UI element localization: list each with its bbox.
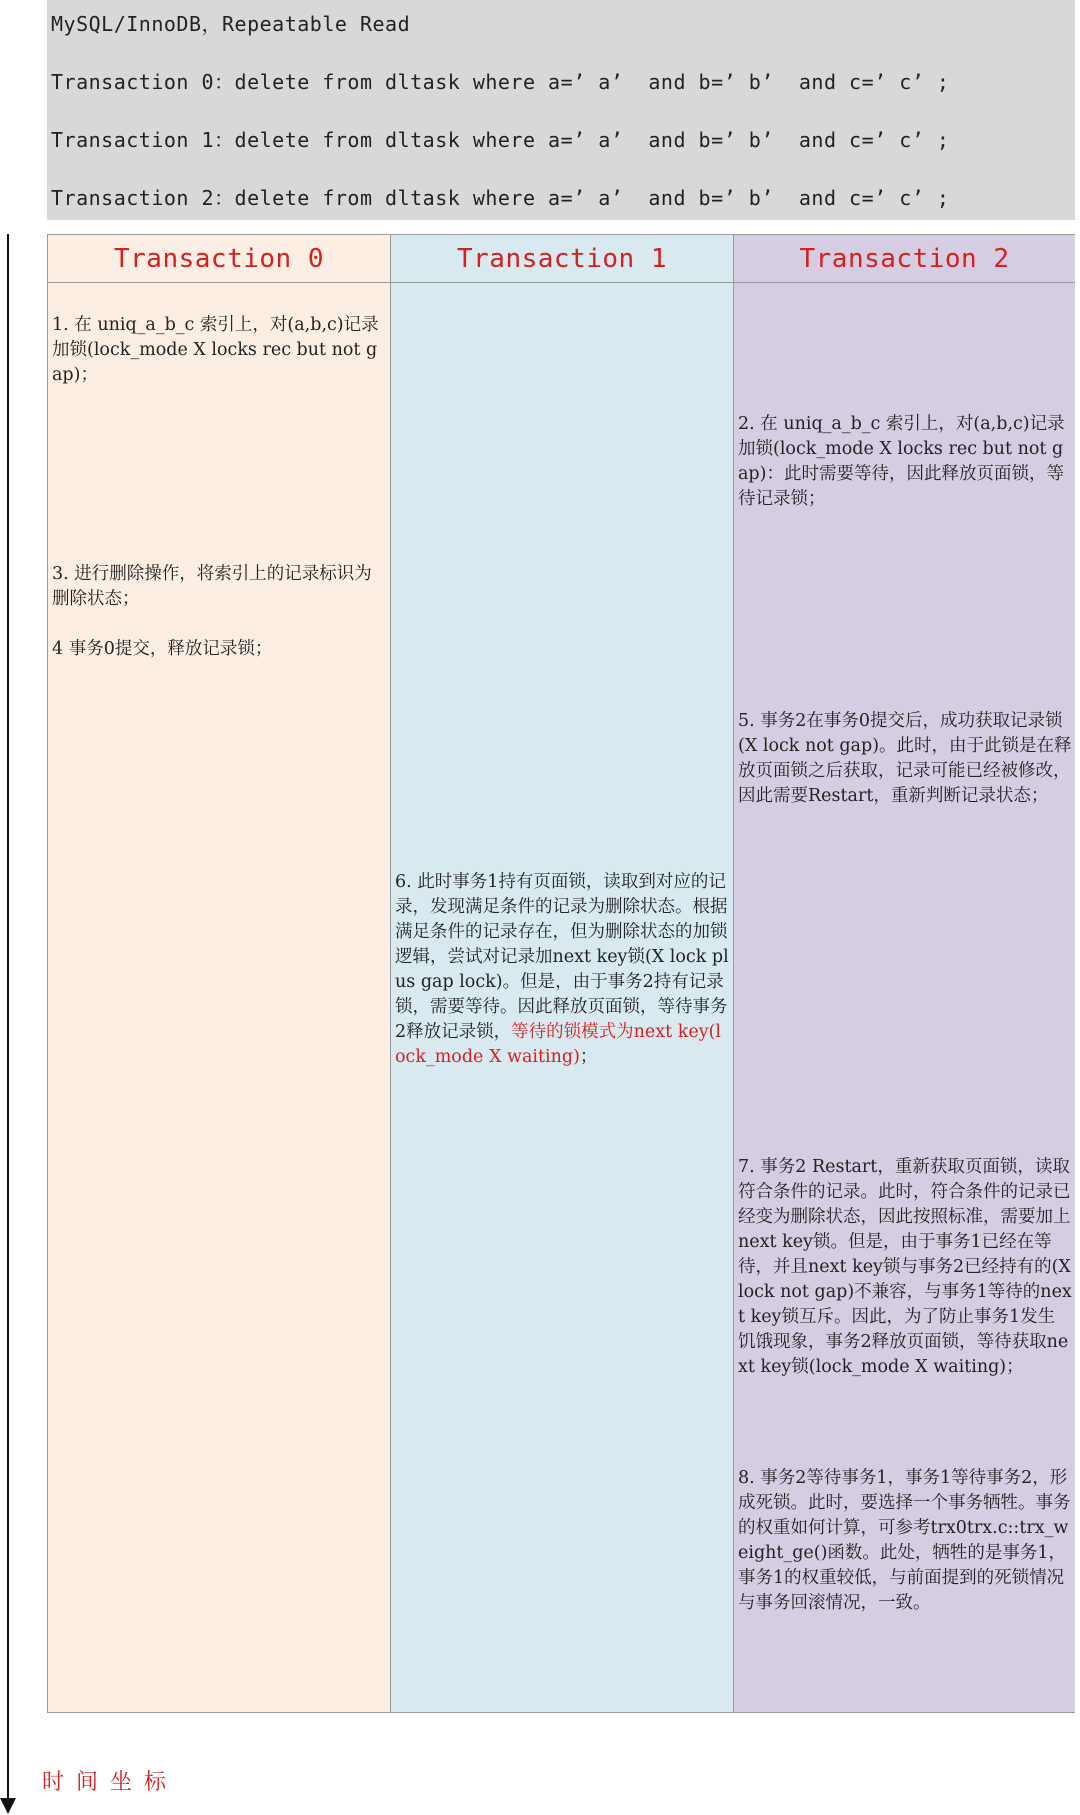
isolation-level-line: MySQL/InnoDB，Repeatable Read [51, 12, 411, 36]
transaction-table [47, 234, 1075, 1713]
column-header: Transaction 0 [48, 235, 390, 283]
step-5: 5. 事务2在事务0提交后，成功获取记录锁(X lock not gap)。此时，由于此锁是在释放页面锁之后获取，记录可能已经被修改，因此需要Restart，重新判断记录状态； [738, 711, 1072, 806]
column-transaction-0 [48, 235, 391, 1712]
column-header: Transaction 1 [391, 235, 733, 283]
step-8: 8. 事务2等待事务1，事务1等待事务2，形成死锁。此时，要选择一个事务牺牲。事务的权重如何计算，可参考trx0trx.c::trx_weight_ge()函数。此处，牺牲的是事务1，事务1的权重较低，与前面提到的死锁情况与事务回滚情况，一致。 [738, 1468, 1071, 1613]
step-4: 4 事务0提交，释放记录锁； [52, 639, 273, 659]
step-3: 3. 进行删除操作，将索引上的记录标识为删除状态； [52, 564, 372, 609]
step-1: 1. 在 uniq_a_b_c 索引上，对(a,b,c)记录加锁(lock_mode X locks rec but not gap)； [52, 315, 379, 385]
column-header: Transaction 2 [734, 235, 1075, 283]
step-7: 7. 事务2 Restart，重新获取页面锁，读取符合条件的记录。此时，符合条件的记录已经变为删除状态，因此按照标准，需要加上next key锁。但是，由于事务1已经在等待，并且next key锁与事务2已经持有的(X lock not gap)不兼容，与事务1等待的next key锁互斥。因此，为了防止事务1发生饥饿现象，事务2释放页面锁，等待获取next key锁(lock_mode X waiting)； [738, 1157, 1072, 1377]
transaction-1-statement: Transaction 1：delete from dltask where a=’ a’ and b=’ b’ and c=’ c’ ; [51, 128, 950, 152]
step-6-end: ； [579, 1047, 598, 1067]
column-transaction-2 [734, 235, 1075, 1712]
timeline-axis [7, 234, 9, 1802]
timeline-arrow-icon [0, 1798, 16, 1814]
step-6-lock-mode-highlight: 等待的锁模式为next key(lock_mode X waiting) [395, 1022, 722, 1067]
column-transaction-1 [391, 235, 734, 1712]
transaction-2-statement: Transaction 2：delete from dltask where a=’ a’ and b=’ b’ and c=’ c’ ; [51, 186, 950, 210]
timeline-label: 时间坐标 [42, 1770, 179, 1795]
transaction-0-statement: Transaction 0：delete from dltask where a=’ a’ and b=’ b’ and c=’ c’ ; [51, 70, 950, 94]
step-6 [395, 870, 729, 1070]
step-6-text: 6. 此时事务1持有页面锁，读取到对应的记录，发现满足条件的记录为删除状态。根据满足条件的记录存在，但为删除状态的加锁逻辑，尝试对记录加next key锁(X lock plus gap lock)。但是，由于事务2持有记录锁，需要等待。因此释放页面锁，等待事务2释放记录锁， [395, 872, 729, 1042]
step-2: 2. 在 uniq_a_b_c 索引上，对(a,b,c)记录加锁(lock_mode X locks rec but not gap)：此时需要等待，因此释放页面锁，等待记录锁； [738, 414, 1065, 509]
